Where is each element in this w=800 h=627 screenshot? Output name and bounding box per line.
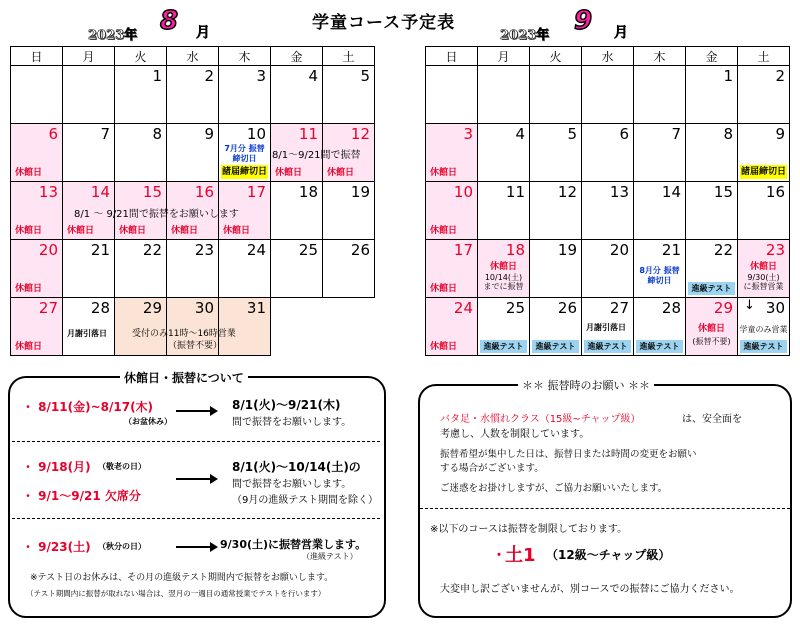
r1-text1: 8/1(火)～9/21(木)	[232, 398, 341, 412]
day-cell	[686, 240, 738, 298]
test-label: 進級テスト	[532, 340, 579, 353]
day-cell	[323, 240, 375, 298]
day-cell	[219, 240, 271, 298]
day-number: 14	[661, 183, 681, 201]
weekday-fri: 金	[271, 47, 323, 66]
day-cell	[634, 66, 686, 124]
sep-27-note: 月謝引落日	[586, 323, 626, 332]
closed-label: 休館日	[430, 342, 458, 352]
p4: ※以下のコースは振替を制限しております。	[430, 524, 628, 535]
r3-text2: （進級テスト）	[302, 552, 358, 561]
aug-year: 2023年	[88, 28, 138, 43]
footnote-2: （テスト期間内に振替が取れない場合は、翌月の一週目の通常授業でテストを行います）	[26, 589, 326, 598]
r2-text2: 間で振替をお願いします。	[232, 479, 352, 490]
day-number: 1	[723, 67, 733, 85]
day-number: 6	[48, 125, 58, 143]
test-label: 進級テスト	[740, 340, 787, 353]
day-number: 31	[246, 299, 266, 317]
day-cell	[530, 124, 582, 182]
september-calendar	[425, 46, 790, 356]
closed-label: 休館日	[15, 168, 43, 178]
weekday-sun: 日	[11, 47, 63, 66]
arrow-icon	[176, 410, 216, 412]
day-cell	[530, 66, 582, 124]
day-number: 14	[90, 183, 110, 201]
day-number: 29	[713, 299, 733, 317]
day-cell	[271, 182, 323, 240]
closed-label: 休館日	[119, 226, 147, 236]
empty-cell	[271, 298, 323, 356]
day-cell	[582, 66, 634, 124]
day-number: 3	[463, 125, 473, 143]
day-number: 8	[723, 125, 733, 143]
day-cell	[219, 298, 271, 356]
day-number: 2	[204, 67, 214, 85]
day-number: 11	[298, 125, 318, 143]
day-cell	[167, 124, 219, 182]
day-number: 12	[557, 183, 577, 201]
aug-month: 8	[160, 6, 179, 36]
p3: ご迷惑をお掛けしますが、ご協力お願いいたします。	[440, 483, 668, 494]
day-cell	[478, 298, 530, 356]
day-cell	[582, 298, 634, 356]
closed-label: 休館日	[15, 226, 43, 236]
test-label: 進級テスト	[584, 340, 631, 353]
p2b: する場合がございます。	[440, 463, 544, 474]
sep-18-note1: 休館日	[489, 262, 517, 272]
course-day: 土1	[505, 545, 536, 566]
r2-date2: ・ 9/1～9/21 欠席分	[22, 489, 141, 503]
day-cell	[634, 124, 686, 182]
arrow-icon	[176, 478, 216, 480]
weekday-sat: 土	[738, 47, 790, 66]
day-number: 29	[142, 299, 162, 317]
day-cell	[634, 298, 686, 356]
day-number: 15	[713, 183, 733, 201]
day-number: 23	[765, 241, 785, 259]
day-cell	[530, 240, 582, 298]
day-cell	[63, 124, 115, 182]
day-number: 22	[142, 241, 162, 259]
day-number: 18	[298, 183, 318, 201]
r3-date: ・ 9/23(土)	[22, 540, 91, 554]
closed-label: 休館日	[430, 284, 458, 294]
sep-month-unit: 月	[614, 25, 628, 41]
sep-23-note3: に振替営業	[743, 282, 784, 291]
day-number: 9	[775, 125, 785, 143]
day-cell	[426, 298, 478, 356]
day-number: 10	[246, 125, 266, 143]
day-number: 27	[38, 299, 58, 317]
day-number: 7	[100, 125, 110, 143]
day-number: 22	[713, 241, 733, 259]
weekday-tue: 火	[115, 47, 167, 66]
day-number: 7	[671, 125, 681, 143]
day-number: 30	[765, 299, 785, 317]
p5: 大変申し訳ございませんが、別コースでの振替にご協力ください。	[440, 584, 740, 595]
sep-21-note: 8月分 振替締切日	[639, 266, 680, 285]
day-number: 17	[453, 241, 473, 259]
day-cell	[686, 124, 738, 182]
day-cell	[634, 240, 686, 298]
day-cell	[63, 298, 115, 356]
day-number: 26	[557, 299, 577, 317]
day-number: 25	[505, 299, 525, 317]
sep-month: 9	[574, 6, 593, 36]
day-number: 18	[505, 241, 525, 259]
day-number: 4	[308, 67, 318, 85]
sep-18-note2: 10/14(土)	[484, 273, 523, 282]
day-number: 6	[619, 125, 629, 143]
day-number: 5	[567, 125, 577, 143]
day-cell	[11, 298, 63, 356]
r1-text2: 間で振替をお願いします。	[232, 417, 352, 428]
day-cell	[426, 182, 478, 240]
day-cell	[11, 240, 63, 298]
day-cell	[478, 66, 530, 124]
down-arrow-icon: ↓	[744, 298, 755, 313]
closed-label: 休館日	[15, 342, 43, 352]
course-level: （12級～チャップ級）	[546, 548, 671, 562]
sep-30-note: 学童のみ営業	[739, 325, 788, 334]
day-cell	[63, 240, 115, 298]
weekday-wed: 水	[167, 47, 219, 66]
day-cell	[426, 66, 478, 124]
test-label: 進級テスト	[636, 340, 683, 353]
p1b: は、安全面を	[682, 414, 742, 425]
test-label: 進級テスト	[688, 282, 735, 295]
day-cell	[738, 66, 790, 124]
day-cell	[738, 240, 790, 298]
aug-29-31-note2: （振替不要）	[168, 341, 223, 351]
day-cell	[11, 124, 63, 182]
day-cell	[582, 182, 634, 240]
sep-29-closed: 休館日	[697, 324, 725, 334]
day-cell	[426, 124, 478, 182]
footnote-1: ※テスト日のお休みは、その月の進級テスト期間内で振替をお願いします。	[30, 573, 334, 583]
p1a: バタ足・水慣れクラス（15級~チャップ級）	[440, 414, 641, 425]
weekday-wed: 水	[582, 47, 634, 66]
day-cell	[323, 66, 375, 124]
r1-sub: （お盆休み）	[124, 417, 172, 426]
course-dot: ・	[492, 548, 506, 564]
r2-date1: ・ 9/18(月)	[22, 460, 91, 474]
sep-year: 2023年	[500, 28, 550, 43]
closed-label: 休館日	[223, 226, 251, 236]
closed-label: 休館日	[430, 226, 458, 236]
day-cell	[426, 240, 478, 298]
r1-dates: ・ 8/11(金)~8/17(木)	[22, 400, 154, 414]
day-cell	[530, 298, 582, 356]
day-cell	[63, 66, 115, 124]
aug-14-16-span-note: 8/1 ～ 9/21間で振替をお願いします	[74, 209, 239, 220]
day-number: 16	[194, 183, 214, 201]
r3-text1: 9/30(土)に振替営業します。	[220, 538, 367, 551]
day-number: 8	[152, 125, 162, 143]
p2a: 振替希望が集中した日は、振替日または時間の変更をお願い	[440, 449, 697, 460]
day-cell	[115, 66, 167, 124]
aug-month-unit: 月	[196, 25, 210, 41]
day-cell	[219, 124, 271, 182]
r2-text3: （9月の進級テスト期間を除く）	[232, 495, 378, 506]
day-cell	[478, 124, 530, 182]
day-cell	[271, 66, 323, 124]
day-cell	[478, 240, 530, 298]
day-cell	[686, 298, 738, 356]
test-label: 進級テスト	[480, 340, 527, 353]
day-cell	[11, 182, 63, 240]
closure-info-title: 休館日・振替について	[120, 369, 248, 386]
day-number: 26	[350, 241, 370, 259]
day-cell	[686, 66, 738, 124]
sep-9-yellow: 諸届締切日	[740, 167, 786, 177]
day-cell	[323, 182, 375, 240]
day-number: 10	[453, 183, 473, 201]
aug-28-note: 月謝引落日	[67, 329, 107, 338]
day-cell	[167, 240, 219, 298]
p1c: 考慮し、人数を制限しています。	[440, 429, 590, 440]
empty-cell	[323, 298, 375, 356]
day-number: 25	[298, 241, 318, 259]
divider	[12, 441, 380, 442]
closed-label: 休館日	[15, 284, 43, 294]
day-number: 21	[90, 241, 110, 259]
day-cell	[582, 124, 634, 182]
day-cell	[219, 66, 271, 124]
day-cell	[530, 182, 582, 240]
day-number: 23	[194, 241, 214, 259]
day-cell	[582, 240, 634, 298]
day-number: 5	[360, 67, 370, 85]
day-cell	[738, 124, 790, 182]
arrow-icon	[176, 546, 216, 548]
day-number: 24	[453, 299, 473, 317]
day-number: 3	[256, 67, 266, 85]
day-number: 12	[350, 125, 370, 143]
day-number: 13	[38, 183, 58, 201]
day-number: 21	[661, 241, 681, 259]
day-number: 11	[505, 183, 525, 201]
closed-label: 休館日	[430, 168, 458, 178]
day-cell	[115, 298, 167, 356]
day-number: 24	[246, 241, 266, 259]
day-number: 28	[90, 299, 110, 317]
day-number: 9	[204, 125, 214, 143]
day-number: 17	[246, 183, 266, 201]
day-cell	[478, 182, 530, 240]
sep-29-note: (振替不要)	[692, 337, 731, 346]
closed-label: 休館日	[67, 226, 95, 236]
day-cell	[686, 182, 738, 240]
aug-10-note: 7月分 振替締切日	[224, 144, 265, 163]
day-cell	[11, 66, 63, 124]
weekday-fri: 金	[686, 47, 738, 66]
divider	[420, 508, 790, 509]
august-calendar	[10, 46, 375, 356]
divider	[12, 518, 380, 519]
closed-label: 休館日	[171, 226, 199, 236]
closed-label: 休館日	[327, 168, 355, 178]
weekday-mon: 月	[478, 47, 530, 66]
sep-23-note1: 休館日	[749, 262, 777, 272]
aug-10-yellow: 諸届締切日	[221, 167, 267, 177]
day-cell	[115, 124, 167, 182]
sep-18-note3: までに振替	[483, 282, 524, 291]
weekday-mon: 月	[63, 47, 115, 66]
transfer-request-title: ＊＊ 振替時のお願い ＊＊	[518, 377, 654, 393]
r2-text1: 8/1(火)～10/14(土)の	[232, 460, 361, 474]
closed-label: 休館日	[275, 168, 303, 178]
day-cell	[167, 66, 219, 124]
weekday-thu: 木	[634, 47, 686, 66]
weekday-sat: 土	[323, 47, 375, 66]
day-number: 19	[350, 183, 370, 201]
weekday-thu: 木	[219, 47, 271, 66]
aug-11-12-span-note: 8/1～9/21間で振替	[272, 150, 361, 161]
day-number: 13	[609, 183, 629, 201]
aug-29-31-note1: 受付のみ11時～16時営業	[132, 329, 236, 339]
day-number: 27	[609, 299, 629, 317]
weekday-tue: 火	[530, 47, 582, 66]
page-title: 学童コース予定表	[312, 13, 456, 33]
day-number: 20	[609, 241, 629, 259]
day-cell	[738, 298, 790, 356]
day-cell	[738, 182, 790, 240]
day-number: 19	[557, 241, 577, 259]
day-number: 1	[152, 67, 162, 85]
day-number: 4	[515, 125, 525, 143]
day-number: 30	[194, 299, 214, 317]
day-number: 28	[661, 299, 681, 317]
day-number: 15	[142, 183, 162, 201]
day-number: 20	[38, 241, 58, 259]
r2-sub1: （敬老の日）	[98, 462, 146, 471]
day-cell	[115, 240, 167, 298]
day-cell	[634, 182, 686, 240]
day-cell	[271, 240, 323, 298]
day-number: 2	[775, 67, 785, 85]
weekday-sun: 日	[426, 47, 478, 66]
sep-23-note2: 9/30(土)	[747, 273, 780, 282]
day-number: 16	[765, 183, 785, 201]
r3-sub: （秋分の日）	[98, 542, 146, 551]
